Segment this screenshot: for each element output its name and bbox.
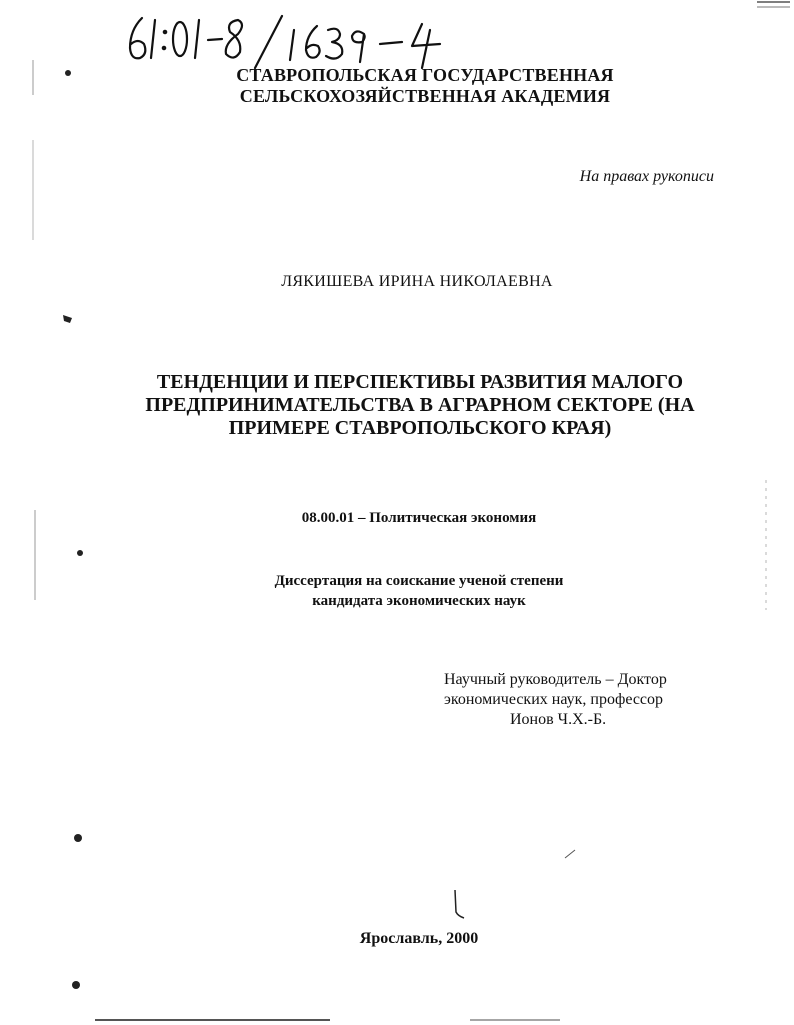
dissertation-title [25,371,794,440]
title-line-1: ТЕНДЕНЦИИ И ПЕРСПЕКТИВЫ РАЗВИТИЯ МАЛОГО [156,371,684,393]
institution-line-2: СЕЛЬСКОХОЗЯЙСТВЕННАЯ АКАДЕМИЯ [239,86,611,106]
degree-line-1: Диссертация на соискание ученой степени [274,573,564,589]
author-name: ЛЯКИШЕВА ИРИНА НИКОЛАЕВНА [281,273,553,290]
scientific-supervisor [444,670,667,730]
degree-line-2: кандидата экономических наук [312,593,526,609]
institution-name [100,65,750,107]
degree-statement [22,571,794,611]
supervisor-name: Ионов Ч.Х.-Б. [510,711,607,728]
handwritten-catalog-code [122,8,462,70]
supervisor-line-1: Научный руководитель – Доктор [444,671,667,688]
handwritten-code-drawing [122,8,462,70]
title-line-2: ПРЕДПРИНИМАТЕЛЬСТВА В АГРАРНОМ СЕКТОРЕ (НА [145,394,695,416]
manuscript-rights-note: На правах рукописи [579,168,714,185]
institution-line-1: СТАВРОПОЛЬСКАЯ ГОСУДАРСТВЕННАЯ [236,65,614,85]
title-line-3: ПРИМЕРЕ СТАВРОПОЛЬСКОГО КРАЯ) [228,417,612,439]
specialty-code: 08.00.01 – Политическая экономия [301,510,537,526]
supervisor-line-2: экономических наук, профессор [444,691,664,708]
city-and-year: Ярославль, 2000 [359,930,479,947]
